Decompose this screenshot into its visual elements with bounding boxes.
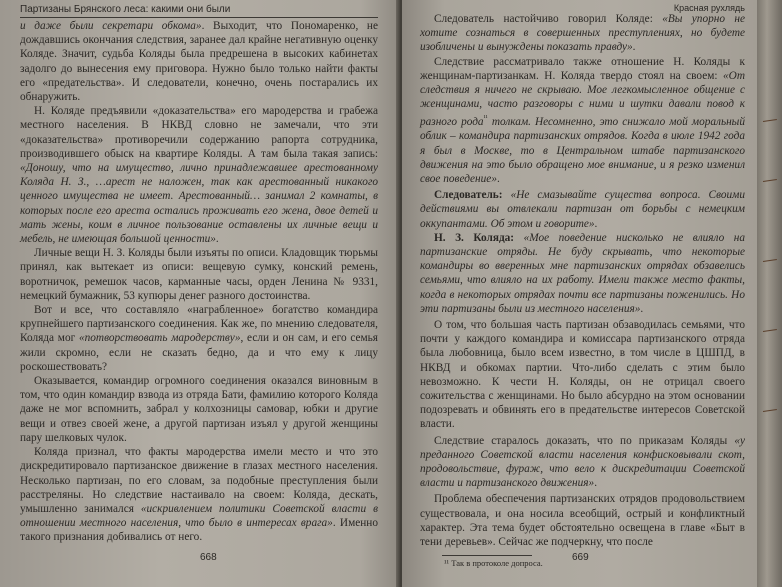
- footnote: ¹¹ Так в протоколе допроса.: [444, 558, 543, 569]
- page-number-left: 668: [200, 552, 217, 563]
- paragraph: [20, 246, 378, 303]
- quote-text: «Не смазывайте существа вопроса. Своими действиями вы отвлекали партизан от борьбы с немецким оккупантами. Об этом и говорите»: [420, 189, 745, 230]
- text-run: Следствие рассматривало также отношение Н. Коляды к женщинам-партизанкам. Н. Коляда твердо стоял на своем:: [420, 55, 745, 82]
- text-run: Личные вещи Н. З. Коляды были изъяты по описи. Кладовщик тюрьмы принял, как вытекает из описи: вещевую сумку, конский ремень, воротничок, ремешок часов, карманные часы, орден Ленина № 9331, немецкий бумажник, 53 купюры денег разного достоинства.: [20, 247, 378, 302]
- paragraph: [20, 303, 378, 374]
- speaker-label: Следователь:: [434, 189, 511, 202]
- text-run: .: [594, 217, 598, 230]
- text-run: О том, что большая часть партизан обзаводилась семьями, что почти у каждого командира и комиссара партизанского отряда была любовница, было всем известно, в том числе в ЦШПД, в НКВД и обкомах партии. Что-либо сделать с этим было невозможно. К чести Н. Коляды, он не отрицал своего сожительства с женщинами. Но было абсурдно на этом основании подозревать и обвинять его в предательстве интересов Советской власти.: [420, 319, 745, 431]
- right-page-text: [420, 12, 745, 549]
- footnote-ref: ¹¹: [483, 114, 488, 123]
- paragraph: [20, 19, 378, 104]
- handwritten-mark: [763, 409, 777, 413]
- page-number-right: 669: [572, 552, 589, 563]
- text-run: . Именно такого признания добивались от него.: [20, 517, 378, 544]
- paragraph: [420, 492, 745, 549]
- text-run: Оказывается, командир огромного соединения оказался виновным в том, что один командир взвода из отряда Бати, фамилию которого Коляда даже не мог вспомнить, забрал у колхозницы самовар, юбки и другие вещи и отвез своей жене, а другой партизан изъял у другой женщины пару шелковых чулок.: [20, 375, 378, 444]
- quote-text: «потворствовать мародерству»: [78, 332, 241, 345]
- paragraph: [20, 374, 378, 445]
- text-run: .: [632, 41, 636, 54]
- paragraph: [420, 231, 745, 316]
- text-run: .: [496, 173, 500, 185]
- text-run: .: [640, 302, 644, 315]
- running-header-right: Красная рухлядь: [673, 3, 745, 13]
- footnote-rule: [442, 555, 532, 556]
- quote-text: «Мое поведение нисколько не влияло на партизанские отряды. Не буду скрывать, что некоторые командиры во вверенных мне партизанских отрядах обзавелись семьями, что влияло на их работу. Имели также место факты, когда в некоторых отрядах почти все партизаны поженились. Но эти партизаны были из местного населения»: [420, 231, 745, 315]
- quote-text: «искривлением политики Советской власти в отношении местного населения, что было в интересах врага»: [20, 502, 378, 530]
- text-run: .: [594, 477, 598, 490]
- handwritten-mark: [763, 179, 777, 183]
- quote-text: «у преданного Советской власти населения конфисковывали скот, продовольствие, фураж, что вело к дискредитации Советской власти и партизанского движения»: [420, 434, 745, 490]
- text-run: Следствие старалось доказать, что по приказам Коляды: [434, 434, 735, 447]
- text-run: Н. Коляде предъявили «доказательства» его мародерства и грабежа местного населения. В НКВД словно не замечали, что эти «доказательства» противоречили содержанию рапорта сотрудника, производившего обыск на квартире Коляды. А там была такая запись:: [20, 105, 378, 160]
- paragraph: [420, 318, 745, 432]
- handwritten-mark: [763, 329, 777, 333]
- right-page: [402, 0, 757, 587]
- paragraph: [20, 104, 378, 246]
- text-run: Следователь настойчиво говорил Коляде:: [434, 13, 663, 25]
- paragraph: [420, 188, 745, 231]
- text-run: .: [215, 233, 219, 246]
- text-run: Коляда признал, что факты мародерства имели место и что это дискредитировало партизанское движение в глазах местного населения. Несколько партизан, по его словам, за подобные преступления были расстреляны. Но следствие настаивало на своем: Коляда, дескать, умышленно занимался: [20, 446, 378, 515]
- text-run: Проблема обеспечения партизанских отрядов продовольствием существовала, и она носила всеобщий, острый и конфликтный характер. Эта тема будет обстоятельно освещена в главе «Быт в тени деревьев». Сейчас же подчеркну, что после: [420, 493, 745, 549]
- text-run: , если и он сам, и его семья жили скромно, если не сказать бедно, да и что ему к лицу роскошествовать?: [20, 332, 378, 373]
- text-run: Вот и все, что составляло «награбленное» богатство командира крупнейшего партизанского соединения. Как же, по мнению следователя, Коляда мог: [20, 304, 378, 345]
- paragraph: [420, 12, 745, 55]
- paragraph: [420, 55, 745, 187]
- handwritten-mark: [763, 259, 777, 263]
- next-page-edge: [757, 0, 782, 587]
- quote-text: «От следствия я ничего не скрываю. Мое легкомысленное общение с женщинами, часто разговоры с ними и шутки давали повод к разного рода: [420, 69, 745, 129]
- speaker-label: Н. З. Коляда:: [434, 231, 524, 244]
- quote-text: «Доношу, что на имущество, лично принадлежавшее арестованному Коляда Н. З., …арест не наложен, так как арестованный никакого ценного имущества не имеет. Арестованный… занимал 2 комнаты, в которых после его ареста остались проживать его жена, двое детей и мать жены, коим в личное пользование оставлены их личные вещи и мебель, не имеющая большой ценности»: [20, 162, 378, 246]
- quote-text: толкам. Несомненно, это снижало мой моральный облик – командира партизанских отрядов. Когда в июле 1942 года я был в Москве, то в Центральном штабе партизанского движения на это было обращено мое внимание, и я резко изменил свое поведение»: [420, 116, 745, 185]
- paragraph: [420, 434, 745, 491]
- text-run: . Выходит, что Пономаренко, не дождавшись окончания следствия, заранее дал крайне негативную оценку Коляде. Значит, судьба Коляды была предрешена в высоких кабинетах задолго до вынесения ему приговора. Нужно было только найти факты его «предательства». И следователи, конечно, очень постарались их обнаружить.: [20, 20, 378, 104]
- left-page-text: [20, 19, 378, 545]
- running-header-left: Партизаны Брянского леса: какими они были: [20, 4, 378, 18]
- handwritten-mark: [763, 119, 777, 123]
- quote-text: и даже были секретари обкома»: [20, 20, 202, 32]
- paragraph: [20, 445, 378, 544]
- quote-text: «Вы упорно не хотите сознаться в совершенных преступлениях, но будете изобличены и вынуждены показать правду»: [420, 13, 745, 54]
